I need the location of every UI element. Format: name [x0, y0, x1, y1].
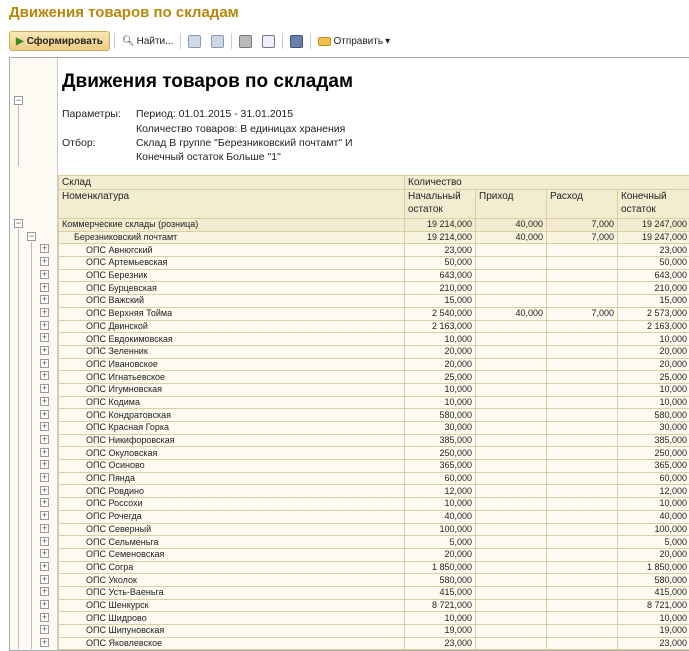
- expand-row-toggle[interactable]: +: [41, 433, 48, 444]
- expand-row-toggle[interactable]: +: [41, 256, 48, 267]
- expense-cell: [547, 282, 618, 295]
- table-row[interactable]: [59, 523, 689, 536]
- expand-row-toggle[interactable]: +: [41, 383, 48, 394]
- table-row[interactable]: [59, 447, 689, 460]
- income-cell: [476, 460, 547, 473]
- end-balance-cell: 2 573,000: [618, 307, 689, 320]
- item-name-cell: Березниковский почтамт: [59, 231, 405, 244]
- expand-row-toggle[interactable]: +: [41, 345, 48, 355]
- item-name-cell: ОПС Березник: [59, 269, 405, 282]
- item-name-cell: ОПС Кондратовская: [59, 409, 405, 422]
- table-row[interactable]: [59, 498, 689, 511]
- expense-cell: [547, 396, 618, 409]
- item-name-cell: ОПС Авнюгский: [59, 244, 405, 257]
- income-cell: [476, 358, 547, 371]
- start-balance-cell: 10,000: [405, 612, 476, 625]
- start-balance-cell: 60,000: [405, 472, 476, 485]
- expense-cell: [547, 612, 618, 625]
- item-name-cell: ОПС Артемьевская: [59, 257, 405, 270]
- start-balance-cell: 12,000: [405, 485, 476, 498]
- expense-cell: 7,000: [547, 307, 618, 320]
- start-balance-cell: 2 540,000: [405, 307, 476, 320]
- table-row[interactable]: [59, 396, 689, 409]
- expense-cell: [547, 460, 618, 473]
- table-row[interactable]: [59, 625, 689, 638]
- item-name-cell: ОПС Евдокимовская: [59, 333, 405, 346]
- item-name-cell: ОПС Согра: [59, 561, 405, 574]
- expense-cell: [547, 625, 618, 638]
- expense-cell: [547, 561, 618, 574]
- expense-cell: [547, 295, 618, 308]
- income-cell: [476, 498, 547, 511]
- income-cell: [476, 599, 547, 612]
- end-balance-cell: 25,000: [618, 371, 689, 384]
- expense-cell: [547, 345, 618, 358]
- start-balance-cell: 2 163,000: [405, 320, 476, 333]
- income-cell: [476, 548, 547, 561]
- income-cell: [476, 320, 547, 333]
- income-cell: [476, 282, 547, 295]
- table-row[interactable]: [59, 637, 689, 650]
- table-row[interactable]: [59, 307, 689, 320]
- expand-row-toggle[interactable]: +: [41, 510, 48, 521]
- start-balance-cell: 415,000: [405, 586, 476, 599]
- expand-groups-button[interactable]: [185, 31, 204, 51]
- search-icon: 🔍︎: [121, 35, 135, 47]
- item-name-cell: ОПС Осиново: [59, 460, 405, 473]
- item-name-cell: ОПС Северный: [59, 523, 405, 536]
- income-cell: [476, 625, 547, 638]
- table-row[interactable]: [59, 574, 689, 587]
- expense-cell: [547, 599, 618, 612]
- expand-row-toggle[interactable]: +: [41, 395, 48, 406]
- income-cell: [476, 612, 547, 625]
- item-name-cell: ОПС Россохи: [59, 498, 405, 511]
- expense-cell: [547, 320, 618, 333]
- expense-cell: [547, 472, 618, 485]
- start-balance-cell: 30,000: [405, 422, 476, 435]
- table-row[interactable]: [59, 409, 689, 422]
- end-balance-cell: 10,000: [618, 383, 689, 396]
- filter-label: Отбор:: [62, 137, 96, 149]
- item-name-cell: ОПС Окуловская: [59, 447, 405, 460]
- item-name-cell: ОПС Семеновская: [59, 548, 405, 561]
- income-cell: [476, 637, 547, 650]
- income-cell: [476, 472, 547, 485]
- table-row[interactable]: [59, 231, 689, 244]
- end-balance-cell: 5,000: [618, 536, 689, 549]
- income-cell: [476, 269, 547, 282]
- expand-groups-icon: [188, 35, 201, 48]
- item-name-cell: ОПС Усть-Ваеньга: [59, 586, 405, 599]
- expense-cell: [547, 383, 618, 396]
- income-cell: [476, 447, 547, 460]
- start-balance-cell: 10,000: [405, 396, 476, 409]
- table-row[interactable]: [59, 536, 689, 549]
- table-row[interactable]: [59, 485, 689, 498]
- table-row[interactable]: [59, 422, 689, 435]
- item-name-cell: ОПС Рочегда: [59, 510, 405, 523]
- expense-cell: [547, 586, 618, 599]
- expense-cell: [547, 536, 618, 549]
- expand-row-toggle[interactable]: +: [41, 306, 48, 317]
- income-cell: [476, 574, 547, 587]
- end-balance-cell: 250,000: [618, 447, 689, 460]
- item-name-cell: ОПС Бурцевская: [59, 282, 405, 295]
- expand-row-toggle[interactable]: +: [41, 535, 48, 546]
- expand-row-toggle[interactable]: +: [41, 421, 48, 432]
- item-name-cell: ОПС Двинской: [59, 320, 405, 333]
- expand-row-toggle[interactable]: +: [41, 484, 48, 495]
- expand-row-toggle[interactable]: +: [41, 294, 48, 305]
- report-title: Движения товаров по складам: [62, 71, 354, 92]
- params-period: Период: 01.01.2015 - 31.01.2015: [136, 108, 294, 120]
- start-balance-cell: 23,000: [405, 244, 476, 257]
- send-label: Отправить: [333, 35, 384, 47]
- income-cell: [476, 409, 547, 422]
- group-line: [31, 242, 32, 649]
- item-name-cell: ОПС Игумновская: [59, 383, 405, 396]
- expand-row-toggle[interactable]: +: [41, 497, 48, 508]
- income-cell: [476, 396, 547, 409]
- expense-cell: [547, 371, 618, 384]
- item-name-cell: ОПС Верхняя Тойма: [59, 307, 405, 320]
- expense-cell: [547, 269, 618, 282]
- end-balance-cell: 643,000: [618, 269, 689, 282]
- separator: [310, 33, 311, 49]
- filter-line2: Конечный остаток Больше "1": [136, 151, 281, 163]
- header-out: Расход: [547, 190, 618, 219]
- collapse-groups-icon: [211, 35, 224, 48]
- expand-row-toggle[interactable]: +: [41, 611, 48, 622]
- table-row[interactable]: [59, 295, 689, 308]
- start-balance-cell: 40,000: [405, 510, 476, 523]
- expand-row-toggle[interactable]: +: [41, 522, 48, 533]
- start-balance-cell: 15,000: [405, 295, 476, 308]
- expand-row-toggle[interactable]: +: [41, 268, 48, 279]
- table-row[interactable]: [59, 472, 689, 485]
- separator: [180, 33, 181, 49]
- table-row[interactable]: [59, 333, 689, 346]
- end-balance-cell: 20,000: [618, 345, 689, 358]
- income-cell: [476, 371, 547, 384]
- income-cell: [476, 536, 547, 549]
- expand-row-toggle[interactable]: +: [41, 472, 48, 482]
- table-row[interactable]: [59, 383, 689, 396]
- start-balance-cell: 365,000: [405, 460, 476, 473]
- end-balance-cell: 19 247,000: [618, 219, 689, 232]
- income-cell: [476, 434, 547, 447]
- end-balance-cell: 10,000: [618, 612, 689, 625]
- income-cell: [476, 295, 547, 308]
- print-button[interactable]: [236, 31, 255, 51]
- expense-cell: [547, 409, 618, 422]
- collapse-row-toggle[interactable]: −: [28, 230, 35, 241]
- start-balance-cell: 210,000: [405, 282, 476, 295]
- header-warehouse: Склад: [59, 176, 405, 190]
- table-row[interactable]: [59, 510, 689, 523]
- collapse-row-toggle[interactable]: −: [15, 218, 22, 228]
- start-balance-cell: 50,000: [405, 257, 476, 270]
- expand-row-toggle[interactable]: +: [41, 243, 48, 254]
- expense-cell: [547, 637, 618, 650]
- start-balance-cell: 23,000: [405, 637, 476, 650]
- table-row[interactable]: [59, 612, 689, 625]
- end-balance-cell: 20,000: [618, 358, 689, 371]
- item-name-cell: ОПС Важский: [59, 295, 405, 308]
- income-cell: [476, 586, 547, 599]
- start-balance-cell: 5,000: [405, 536, 476, 549]
- expense-cell: [547, 574, 618, 587]
- table-row[interactable]: [59, 561, 689, 574]
- start-balance-cell: 20,000: [405, 345, 476, 358]
- group-line: [18, 106, 19, 166]
- start-balance-cell: 19,000: [405, 625, 476, 638]
- header-end: Конечный остаток: [618, 190, 689, 219]
- income-cell: [476, 383, 547, 396]
- income-cell: 40,000: [476, 219, 547, 232]
- report-table: [58, 175, 689, 650]
- expand-row-toggle[interactable]: +: [41, 332, 48, 343]
- expand-row-toggle[interactable]: +: [41, 573, 48, 584]
- end-balance-cell: 10,000: [618, 333, 689, 346]
- start-balance-cell: 10,000: [405, 498, 476, 511]
- start-balance-cell: 643,000: [405, 269, 476, 282]
- end-balance-cell: 580,000: [618, 574, 689, 587]
- print-preview-icon: [262, 35, 275, 48]
- item-name-cell: ОПС Кодима: [59, 396, 405, 409]
- envelope-icon: [318, 37, 331, 46]
- item-name-cell: ОПС Пянда: [59, 472, 405, 485]
- expense-cell: [547, 510, 618, 523]
- separator: [231, 33, 232, 49]
- table-row[interactable]: [59, 371, 689, 384]
- item-name-cell: Коммерческие склады (розница): [59, 219, 405, 232]
- expand-row-toggle[interactable]: +: [41, 560, 48, 571]
- start-balance-cell: 10,000: [405, 383, 476, 396]
- income-cell: [476, 561, 547, 574]
- end-balance-cell: 415,000: [618, 586, 689, 599]
- send-button[interactable]: [315, 31, 393, 51]
- item-name-cell: ОПС Ивановское: [59, 358, 405, 371]
- collapse-groups-button[interactable]: [208, 31, 227, 51]
- item-name-cell: ОПС Никифоровская: [59, 434, 405, 447]
- window-title: Движения товаров по складам: [9, 4, 239, 21]
- table-row[interactable]: [59, 219, 689, 232]
- expand-row-toggle[interactable]: +: [41, 637, 48, 648]
- expense-cell: [547, 485, 618, 498]
- expand-row-toggle[interactable]: +: [41, 459, 48, 470]
- params-label: Параметры:: [62, 108, 121, 120]
- expand-row-toggle[interactable]: +: [41, 446, 48, 457]
- expand-row-toggle[interactable]: +: [41, 281, 48, 292]
- end-balance-cell: 60,000: [618, 472, 689, 485]
- start-balance-cell: 25,000: [405, 371, 476, 384]
- item-name-cell: ОПС Зеленник: [59, 345, 405, 358]
- preview-button[interactable]: [259, 31, 278, 51]
- expense-cell: 7,000: [547, 219, 618, 232]
- header-item: Номенклатура: [59, 190, 405, 219]
- item-name-cell: ОПС Игнатьевское: [59, 371, 405, 384]
- income-cell: [476, 333, 547, 346]
- start-balance-cell: 580,000: [405, 574, 476, 587]
- end-balance-cell: 12,000: [618, 485, 689, 498]
- generate-label: Сформировать: [26, 35, 103, 47]
- item-name-cell: ОПС Сельменьга: [59, 536, 405, 549]
- end-balance-cell: 100,000: [618, 523, 689, 536]
- expand-row-toggle[interactable]: +: [41, 357, 48, 368]
- expense-cell: [547, 498, 618, 511]
- expense-cell: [547, 548, 618, 561]
- table-row[interactable]: [59, 434, 689, 447]
- expense-cell: [547, 358, 618, 371]
- save-icon: [290, 35, 303, 48]
- end-balance-cell: 15,000: [618, 295, 689, 308]
- end-balance-cell: 10,000: [618, 498, 689, 511]
- expense-cell: [547, 523, 618, 536]
- income-cell: [476, 485, 547, 498]
- item-name-cell: ОПС Ровдино: [59, 485, 405, 498]
- table-row[interactable]: [59, 358, 689, 371]
- header-quantity: Количество: [405, 176, 689, 190]
- start-balance-cell: 19 214,000: [405, 219, 476, 232]
- end-balance-cell: 385,000: [618, 434, 689, 447]
- start-balance-cell: 250,000: [405, 447, 476, 460]
- table-row[interactable]: [59, 244, 689, 257]
- item-name-cell: ОПС Шидрово: [59, 612, 405, 625]
- table-row[interactable]: [59, 282, 689, 295]
- income-cell: [476, 244, 547, 257]
- end-balance-cell: 2 163,000: [618, 320, 689, 333]
- filter-line1: Склад В группе "Березниковский почтамт" И: [136, 137, 353, 149]
- income-cell: [476, 523, 547, 536]
- toolbar: [9, 31, 393, 51]
- item-name-cell: ОПС Яковлевское: [59, 637, 405, 650]
- expand-row-toggle[interactable]: +: [41, 370, 48, 381]
- income-cell: [476, 510, 547, 523]
- start-balance-cell: 580,000: [405, 409, 476, 422]
- end-balance-cell: 23,000: [618, 637, 689, 650]
- report-area[interactable]: [9, 57, 689, 651]
- end-balance-cell: 40,000: [618, 510, 689, 523]
- table-row[interactable]: [59, 460, 689, 473]
- income-cell: [476, 257, 547, 270]
- item-name-cell: ОПС Шипуновская: [59, 625, 405, 638]
- item-name-cell: ОПС Уколок: [59, 574, 405, 587]
- end-balance-cell: 8 721,000: [618, 599, 689, 612]
- grouping-gutter: [10, 58, 58, 650]
- end-balance-cell: 50,000: [618, 257, 689, 270]
- expand-row-toggle[interactable]: +: [41, 319, 48, 330]
- expense-cell: [547, 333, 618, 346]
- end-balance-cell: 1 850,000: [618, 561, 689, 574]
- end-balance-cell: 30,000: [618, 422, 689, 435]
- find-label: Найти...: [136, 35, 174, 47]
- item-name-cell: ОПС Шенкурск: [59, 599, 405, 612]
- start-balance-cell: 19 214,000: [405, 231, 476, 244]
- table-row[interactable]: [59, 269, 689, 282]
- group-line: [18, 229, 19, 649]
- expense-cell: [547, 422, 618, 435]
- expense-cell: [547, 434, 618, 447]
- printer-icon: [239, 35, 252, 48]
- expand-row-toggle[interactable]: +: [41, 599, 48, 609]
- expand-row-toggle[interactable]: +: [41, 624, 48, 635]
- end-balance-cell: 23,000: [618, 244, 689, 257]
- params-quantity: Количество товаров: В единицах хранения: [136, 123, 346, 135]
- save-button[interactable]: [287, 31, 306, 51]
- end-balance-cell: 19,000: [618, 625, 689, 638]
- chevron-down-icon: ▾: [385, 35, 391, 47]
- expense-cell: [547, 244, 618, 257]
- income-cell: [476, 345, 547, 358]
- table-row[interactable]: [59, 320, 689, 333]
- header-in: Приход: [476, 190, 547, 219]
- end-balance-cell: 20,000: [618, 548, 689, 561]
- start-balance-cell: 1 850,000: [405, 561, 476, 574]
- item-name-cell: ОПС Красная Горка: [59, 422, 405, 435]
- start-balance-cell: 100,000: [405, 523, 476, 536]
- play-icon: ▶: [16, 35, 24, 47]
- table-row[interactable]: [59, 586, 689, 599]
- header-start: Начальный остаток: [405, 190, 476, 219]
- expense-cell: [547, 447, 618, 460]
- income-cell: 40,000: [476, 231, 547, 244]
- expense-cell: [547, 257, 618, 270]
- expand-row-toggle[interactable]: +: [41, 548, 48, 559]
- start-balance-cell: 20,000: [405, 548, 476, 561]
- separator: [114, 33, 115, 49]
- expense-cell: 7,000: [547, 231, 618, 244]
- end-balance-cell: 580,000: [618, 409, 689, 422]
- collapse-header-toggle[interactable]: −: [15, 95, 22, 105]
- table-row[interactable]: [59, 548, 689, 561]
- end-balance-cell: 19 247,000: [618, 231, 689, 244]
- end-balance-cell: 10,000: [618, 396, 689, 409]
- generate-button[interactable]: [9, 31, 110, 51]
- start-balance-cell: 8 721,000: [405, 599, 476, 612]
- expand-row-toggle[interactable]: +: [41, 586, 48, 597]
- table-row[interactable]: [59, 599, 689, 612]
- find-button[interactable]: [119, 31, 177, 51]
- start-balance-cell: 20,000: [405, 358, 476, 371]
- table-row[interactable]: [59, 257, 689, 270]
- expand-row-toggle[interactable]: +: [41, 408, 48, 419]
- income-cell: 40,000: [476, 307, 547, 320]
- separator: [282, 33, 283, 49]
- income-cell: [476, 422, 547, 435]
- end-balance-cell: 210,000: [618, 282, 689, 295]
- end-balance-cell: 365,000: [618, 460, 689, 473]
- start-balance-cell: 10,000: [405, 333, 476, 346]
- start-balance-cell: 385,000: [405, 434, 476, 447]
- table-row[interactable]: [59, 345, 689, 358]
